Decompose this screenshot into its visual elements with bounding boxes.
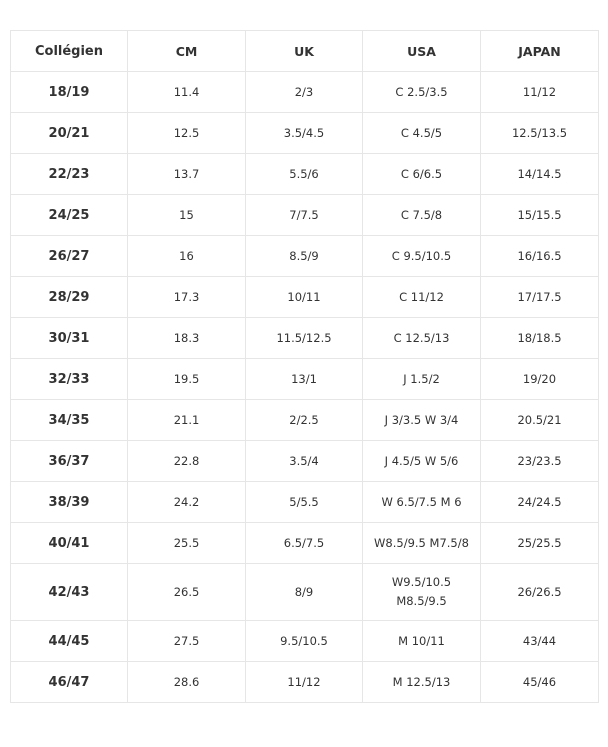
cell-cm: 28.6 [128, 662, 246, 703]
cell-college-size: 32/33 [11, 359, 128, 400]
cell-cm: 17.3 [128, 277, 246, 318]
cell-japan: 25/25.5 [481, 523, 599, 564]
cell-uk: 7/7.5 [246, 195, 363, 236]
cell-cm: 25.5 [128, 523, 246, 564]
cell-uk: 13/1 [246, 359, 363, 400]
cell-cm: 12.5 [128, 113, 246, 154]
table-row [11, 195, 599, 236]
cell-cm: 22.8 [128, 441, 246, 482]
cell-college-size: 20/21 [11, 113, 128, 154]
cell-japan: 16/16.5 [481, 236, 599, 277]
table-row [11, 482, 599, 523]
cell-uk: 11/12 [246, 662, 363, 703]
cell-cm: 21.1 [128, 400, 246, 441]
cell-uk: 11.5/12.5 [246, 318, 363, 359]
cell-japan: 26/26.5 [481, 564, 599, 621]
cell-usa: J 1.5/2 [363, 359, 481, 400]
cell-cm: 13.7 [128, 154, 246, 195]
cell-cm: 27.5 [128, 621, 246, 662]
table-row [11, 400, 599, 441]
cell-uk: 8/9 [246, 564, 363, 621]
table-row [11, 277, 599, 318]
cell-college-size: 44/45 [11, 621, 128, 662]
cell-college-size: 40/41 [11, 523, 128, 564]
cell-usa: W9.5/10.5 M8.5/9.5 [363, 564, 481, 621]
table-row [11, 523, 599, 564]
cell-college-size: 38/39 [11, 482, 128, 523]
cell-uk: 8.5/9 [246, 236, 363, 277]
cell-japan: 14/14.5 [481, 154, 599, 195]
table-row [11, 621, 599, 662]
cell-college-size: 46/47 [11, 662, 128, 703]
cell-cm: 16 [128, 236, 246, 277]
table-row [11, 236, 599, 277]
table-row [11, 662, 599, 703]
cell-usa: M 12.5/13 [363, 662, 481, 703]
cell-usa: C 6/6.5 [363, 154, 481, 195]
cell-usa: C 4.5/5 [363, 113, 481, 154]
header-japan: JAPAN [481, 31, 599, 72]
cell-usa: C 2.5/3.5 [363, 72, 481, 113]
cell-japan: 15/15.5 [481, 195, 599, 236]
cell-usa: M 10/11 [363, 621, 481, 662]
cell-uk: 3.5/4 [246, 441, 363, 482]
size-chart [10, 30, 598, 703]
table-row [11, 318, 599, 359]
cell-uk: 5/5.5 [246, 482, 363, 523]
cell-uk: 10/11 [246, 277, 363, 318]
table-row [11, 441, 599, 482]
size-table [10, 30, 599, 703]
cell-uk: 9.5/10.5 [246, 621, 363, 662]
cell-japan: 12.5/13.5 [481, 113, 599, 154]
cell-college-size: 22/23 [11, 154, 128, 195]
cell-usa: C 12.5/13 [363, 318, 481, 359]
cell-uk: 2/3 [246, 72, 363, 113]
cell-uk: 2/2.5 [246, 400, 363, 441]
cell-cm: 18.3 [128, 318, 246, 359]
cell-japan: 20.5/21 [481, 400, 599, 441]
header-college: Collégien [11, 31, 128, 72]
cell-uk: 3.5/4.5 [246, 113, 363, 154]
cell-cm: 26.5 [128, 564, 246, 621]
cell-usa: C 9.5/10.5 [363, 236, 481, 277]
cell-college-size: 30/31 [11, 318, 128, 359]
cell-usa: J 4.5/5 W 5/6 [363, 441, 481, 482]
header-cm: CM [128, 31, 246, 72]
cell-cm: 19.5 [128, 359, 246, 400]
cell-usa: W8.5/9.5 M7.5/8 [363, 523, 481, 564]
cell-college-size: 34/35 [11, 400, 128, 441]
cell-college-size: 42/43 [11, 564, 128, 621]
cell-cm: 11.4 [128, 72, 246, 113]
cell-japan: 45/46 [481, 662, 599, 703]
table-row [11, 154, 599, 195]
cell-cm: 15 [128, 195, 246, 236]
table-row [11, 72, 599, 113]
cell-usa: C 7.5/8 [363, 195, 481, 236]
table-row [11, 359, 599, 400]
cell-college-size: 36/37 [11, 441, 128, 482]
cell-japan: 17/17.5 [481, 277, 599, 318]
cell-japan: 24/24.5 [481, 482, 599, 523]
cell-uk: 6.5/7.5 [246, 523, 363, 564]
header-row [11, 31, 599, 72]
cell-college-size: 18/19 [11, 72, 128, 113]
table-row [11, 113, 599, 154]
cell-japan: 43/44 [481, 621, 599, 662]
cell-cm: 24.2 [128, 482, 246, 523]
cell-japan: 19/20 [481, 359, 599, 400]
cell-japan: 23/23.5 [481, 441, 599, 482]
header-uk: UK [246, 31, 363, 72]
cell-uk: 5.5/6 [246, 154, 363, 195]
cell-japan: 18/18.5 [481, 318, 599, 359]
header-usa: USA [363, 31, 481, 72]
cell-japan: 11/12 [481, 72, 599, 113]
cell-college-size: 26/27 [11, 236, 128, 277]
cell-college-size: 24/25 [11, 195, 128, 236]
cell-college-size: 28/29 [11, 277, 128, 318]
table-row [11, 564, 599, 621]
cell-usa: C 11/12 [363, 277, 481, 318]
cell-usa: J 3/3.5 W 3/4 [363, 400, 481, 441]
cell-usa: W 6.5/7.5 M 6 [363, 482, 481, 523]
